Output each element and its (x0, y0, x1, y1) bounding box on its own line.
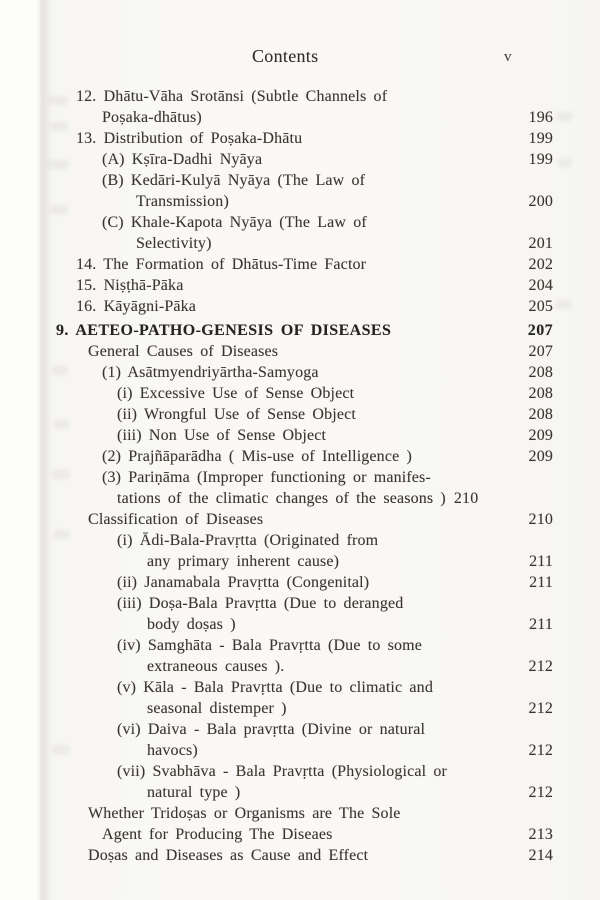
toc-entry-text: body doṣas ) (147, 616, 236, 633)
toc-line (0, 740, 553, 761)
toc-page-number: 204 (528, 277, 553, 294)
toc-entry-text: (ii) Janamabala Pravṛtta (Congenital) (117, 574, 370, 591)
toc-line (0, 320, 553, 341)
toc-entry-text: (v) Kāla - Bala Pravṛtta (Due to climatic and (117, 679, 433, 696)
toc-line (0, 593, 553, 614)
toc-page-number: 212 (528, 658, 553, 675)
toc-entry-text: Selectivity) (136, 235, 212, 252)
toc-page-number: 213 (528, 826, 553, 843)
toc-entry-text: havocs) (147, 742, 198, 759)
toc-line (0, 191, 553, 212)
toc-line (0, 530, 553, 551)
toc-entry-text: Doṣas and Diseases as Cause and Effect (88, 847, 369, 864)
toc-line (0, 107, 553, 128)
toc-line (0, 488, 553, 509)
toc-entry-text: 13. Distribution of Poṣaka-Dhātu (76, 130, 303, 147)
toc-entry-text: General Causes of Diseases (88, 343, 279, 360)
toc-page-number: 212 (528, 742, 553, 759)
toc-line (0, 635, 553, 656)
toc-line (0, 446, 553, 467)
toc-entry-text: 16. Kāyāgni-Pāka (76, 298, 197, 315)
toc-line (0, 341, 553, 362)
toc-page-number: 199 (528, 130, 553, 147)
toc-entry-text: extraneous causes ). (147, 658, 285, 675)
toc-entry-text: (iv) Samghāta - Bala Pravṛtta (Due to some (117, 637, 422, 654)
toc-entry-text: (C) Khale-Kapota Nyāya (The Law of (102, 214, 367, 231)
toc-entry-text: Poṣaka-dhātus) (102, 109, 202, 126)
toc-line (0, 677, 553, 698)
toc-page-number: 205 (528, 298, 553, 315)
toc-page-number: 202 (528, 256, 553, 273)
toc-entry-text: (3) Pariṇāma (Improper functioning or manifes- (102, 469, 431, 486)
toc-line (0, 572, 553, 593)
toc-page-number: 207 (527, 322, 553, 339)
toc-entry-text: (i) Ādi-Bala-Pravṛtta (Originated from (117, 532, 379, 549)
toc-entry-text: seasonal distemper ) (147, 700, 287, 717)
toc-line (0, 362, 553, 383)
toc-line (0, 128, 553, 149)
toc-entry-text: any primary inherent cause) (147, 553, 340, 570)
toc-entry-text: (1) Asātmyendriyārtha-Samyoga (102, 364, 319, 381)
running-head (0, 46, 600, 70)
toc-line (0, 803, 553, 824)
toc-entry-text: (i) Excessive Use of Sense Object (117, 385, 355, 402)
toc-line (0, 509, 553, 530)
toc-entry-text: 15. Niṣṭhā-Pāka (76, 277, 184, 294)
toc-line (0, 656, 553, 677)
toc-page-number: 208 (528, 385, 553, 402)
toc-page-number: 214 (528, 847, 553, 864)
toc-entry-text: 12. Dhātu-Vāha Srotānsi (Subtle Channels of (76, 88, 388, 105)
toc-line (0, 845, 553, 866)
toc-page-number: 199 (528, 151, 553, 168)
toc-page-number: 211 (529, 574, 553, 591)
toc-line (0, 254, 553, 275)
toc-page-number: 208 (528, 406, 553, 423)
toc-line (0, 170, 553, 191)
bleedthrough-smudge (558, 158, 572, 167)
toc-entry-text: (vii) Svabhāva - Bala Pravṛtta (Physiological or (117, 763, 448, 780)
toc-entry-text: (ii) Wrongful Use of Sense Object (117, 406, 356, 423)
toc-page-number: 209 (528, 427, 553, 444)
toc-page-number: 196 (528, 109, 553, 126)
toc-line (0, 614, 553, 635)
toc-line (0, 212, 553, 233)
toc-line (0, 782, 553, 803)
toc-entry-text: Classification of Diseases (88, 511, 264, 528)
toc-page-number: 211 (529, 616, 553, 633)
toc-entry-text: tations of the climatic changes of the seasons ) (117, 490, 446, 507)
toc-entry-text: Agent for Producing The Diseaes (102, 826, 333, 843)
toc-line (0, 698, 553, 719)
toc-entry-text: 14. The Formation of Dhātus-Time Factor (76, 256, 367, 273)
folio-page-number: v (504, 49, 512, 65)
bleedthrough-smudge (556, 300, 572, 309)
toc-line (0, 296, 553, 317)
toc-entry-text: (iii) Non Use of Sense Object (117, 427, 327, 444)
toc-line (0, 824, 553, 845)
toc-entry-text: (A) Kṣīra-Dadhi Nyāya (102, 151, 263, 168)
toc-entry-text: Whether Tridoṣas or Organisms are The Sole (88, 805, 401, 822)
toc-line (0, 467, 553, 488)
toc-page-number: 212 (528, 700, 553, 717)
toc-page-number: 210 (528, 511, 553, 528)
toc-entry-text: (2) Prajñāparādha ( Mis-use of Intelligence ) (102, 448, 412, 465)
toc-entry-text: Transmission) (136, 193, 229, 210)
toc-line (0, 275, 553, 296)
toc-page-number: 200 (528, 193, 553, 210)
toc-page-number: 209 (528, 448, 553, 465)
toc-entry-text: 9. AETEO-PATHO-GENESIS OF DISEASES (56, 322, 392, 339)
toc-page-number: 212 (528, 784, 553, 801)
bleedthrough-smudge (556, 112, 572, 121)
toc-line (0, 719, 553, 740)
page-title: Contents (252, 46, 319, 66)
toc-page-number: 208 (528, 364, 553, 381)
toc-page-number: 201 (528, 235, 553, 252)
toc-line (0, 551, 553, 572)
toc-line (0, 383, 553, 404)
toc-entry-text: (vi) Daiva - Bala pravṛtta (Divine or natural (117, 721, 426, 738)
toc-page-number: 210 (453, 490, 479, 507)
toc-line (0, 86, 553, 107)
toc-page-number: 207 (528, 343, 553, 360)
toc-entry-text: (iii) Doṣa-Bala Pravṛtta (Due to deranged (117, 595, 404, 612)
toc-line (0, 761, 553, 782)
toc-line (0, 425, 553, 446)
toc-entry-text: natural type ) (147, 784, 241, 801)
toc-line (0, 404, 553, 425)
toc-entry-text: (B) Kedāri-Kulyā Nyāya (The Law of (102, 172, 366, 189)
toc-line (0, 149, 553, 170)
toc-page-number: 211 (529, 553, 553, 570)
toc-line (0, 233, 553, 254)
table-of-contents (0, 86, 553, 866)
